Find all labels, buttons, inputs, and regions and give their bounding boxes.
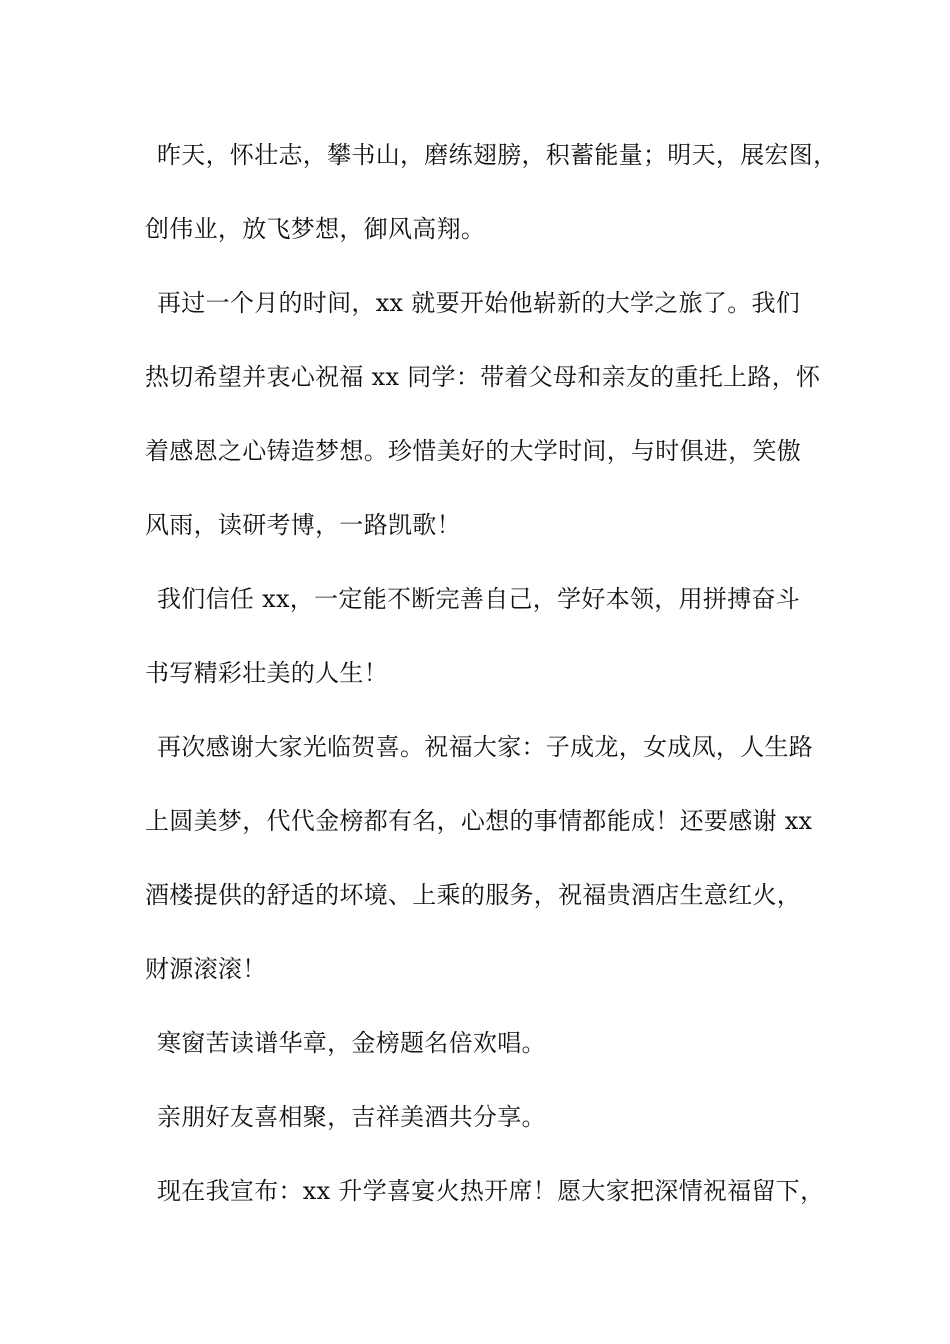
text-line: 着感恩之心铸造梦想。珍惜美好的大学时间，与时俱进，笑傲	[145, 437, 802, 465]
text-line: 财源滚滚！	[145, 955, 267, 983]
text-line: 亲朋好友喜相聚，吉祥美酒共分享。	[157, 1103, 546, 1131]
text-line: 昨天，怀壮志，攀书山，磨练翅膀，积蓄能量；明天，展宏图，	[157, 141, 838, 169]
text-line: 再次感谢大家光临贺喜。祝福大家：子成龙，女成凤，人生路	[157, 733, 814, 761]
text-line: 创伟业，放飞梦想，御风高翔。	[145, 215, 486, 243]
text-line: 书写精彩壮美的人生！	[145, 659, 388, 687]
text-line: 我们信任 xx，一定能不断完善自己，学好本领，用拼搏奋斗	[157, 585, 801, 613]
text-line: 寒窗苦读谱华章，金榜题名倍欢唱。	[157, 1029, 546, 1057]
text-line: 酒楼提供的舒适的坏境、上乘的服务，祝福贵酒店生意红火，	[145, 881, 802, 909]
speech-text	[145, 130, 838, 1240]
text-line: 上圆美梦，代代金榜都有名，心想的事情都能成！还要感谢 xx	[145, 807, 813, 835]
text-line: 现在我宣布：xx 升学喜宴火热开席！愿大家把深情祝福留下，	[157, 1177, 825, 1205]
text-line: 热切希望并衷心祝福 xx 同学：带着父母和亲友的重托上路，怀	[145, 363, 821, 391]
text-line: 再过一个月的时间，xx 就要开始他崭新的大学之旅了。我们	[157, 289, 801, 317]
text-line: 风雨，读研考博，一路凯歌！	[145, 511, 461, 539]
